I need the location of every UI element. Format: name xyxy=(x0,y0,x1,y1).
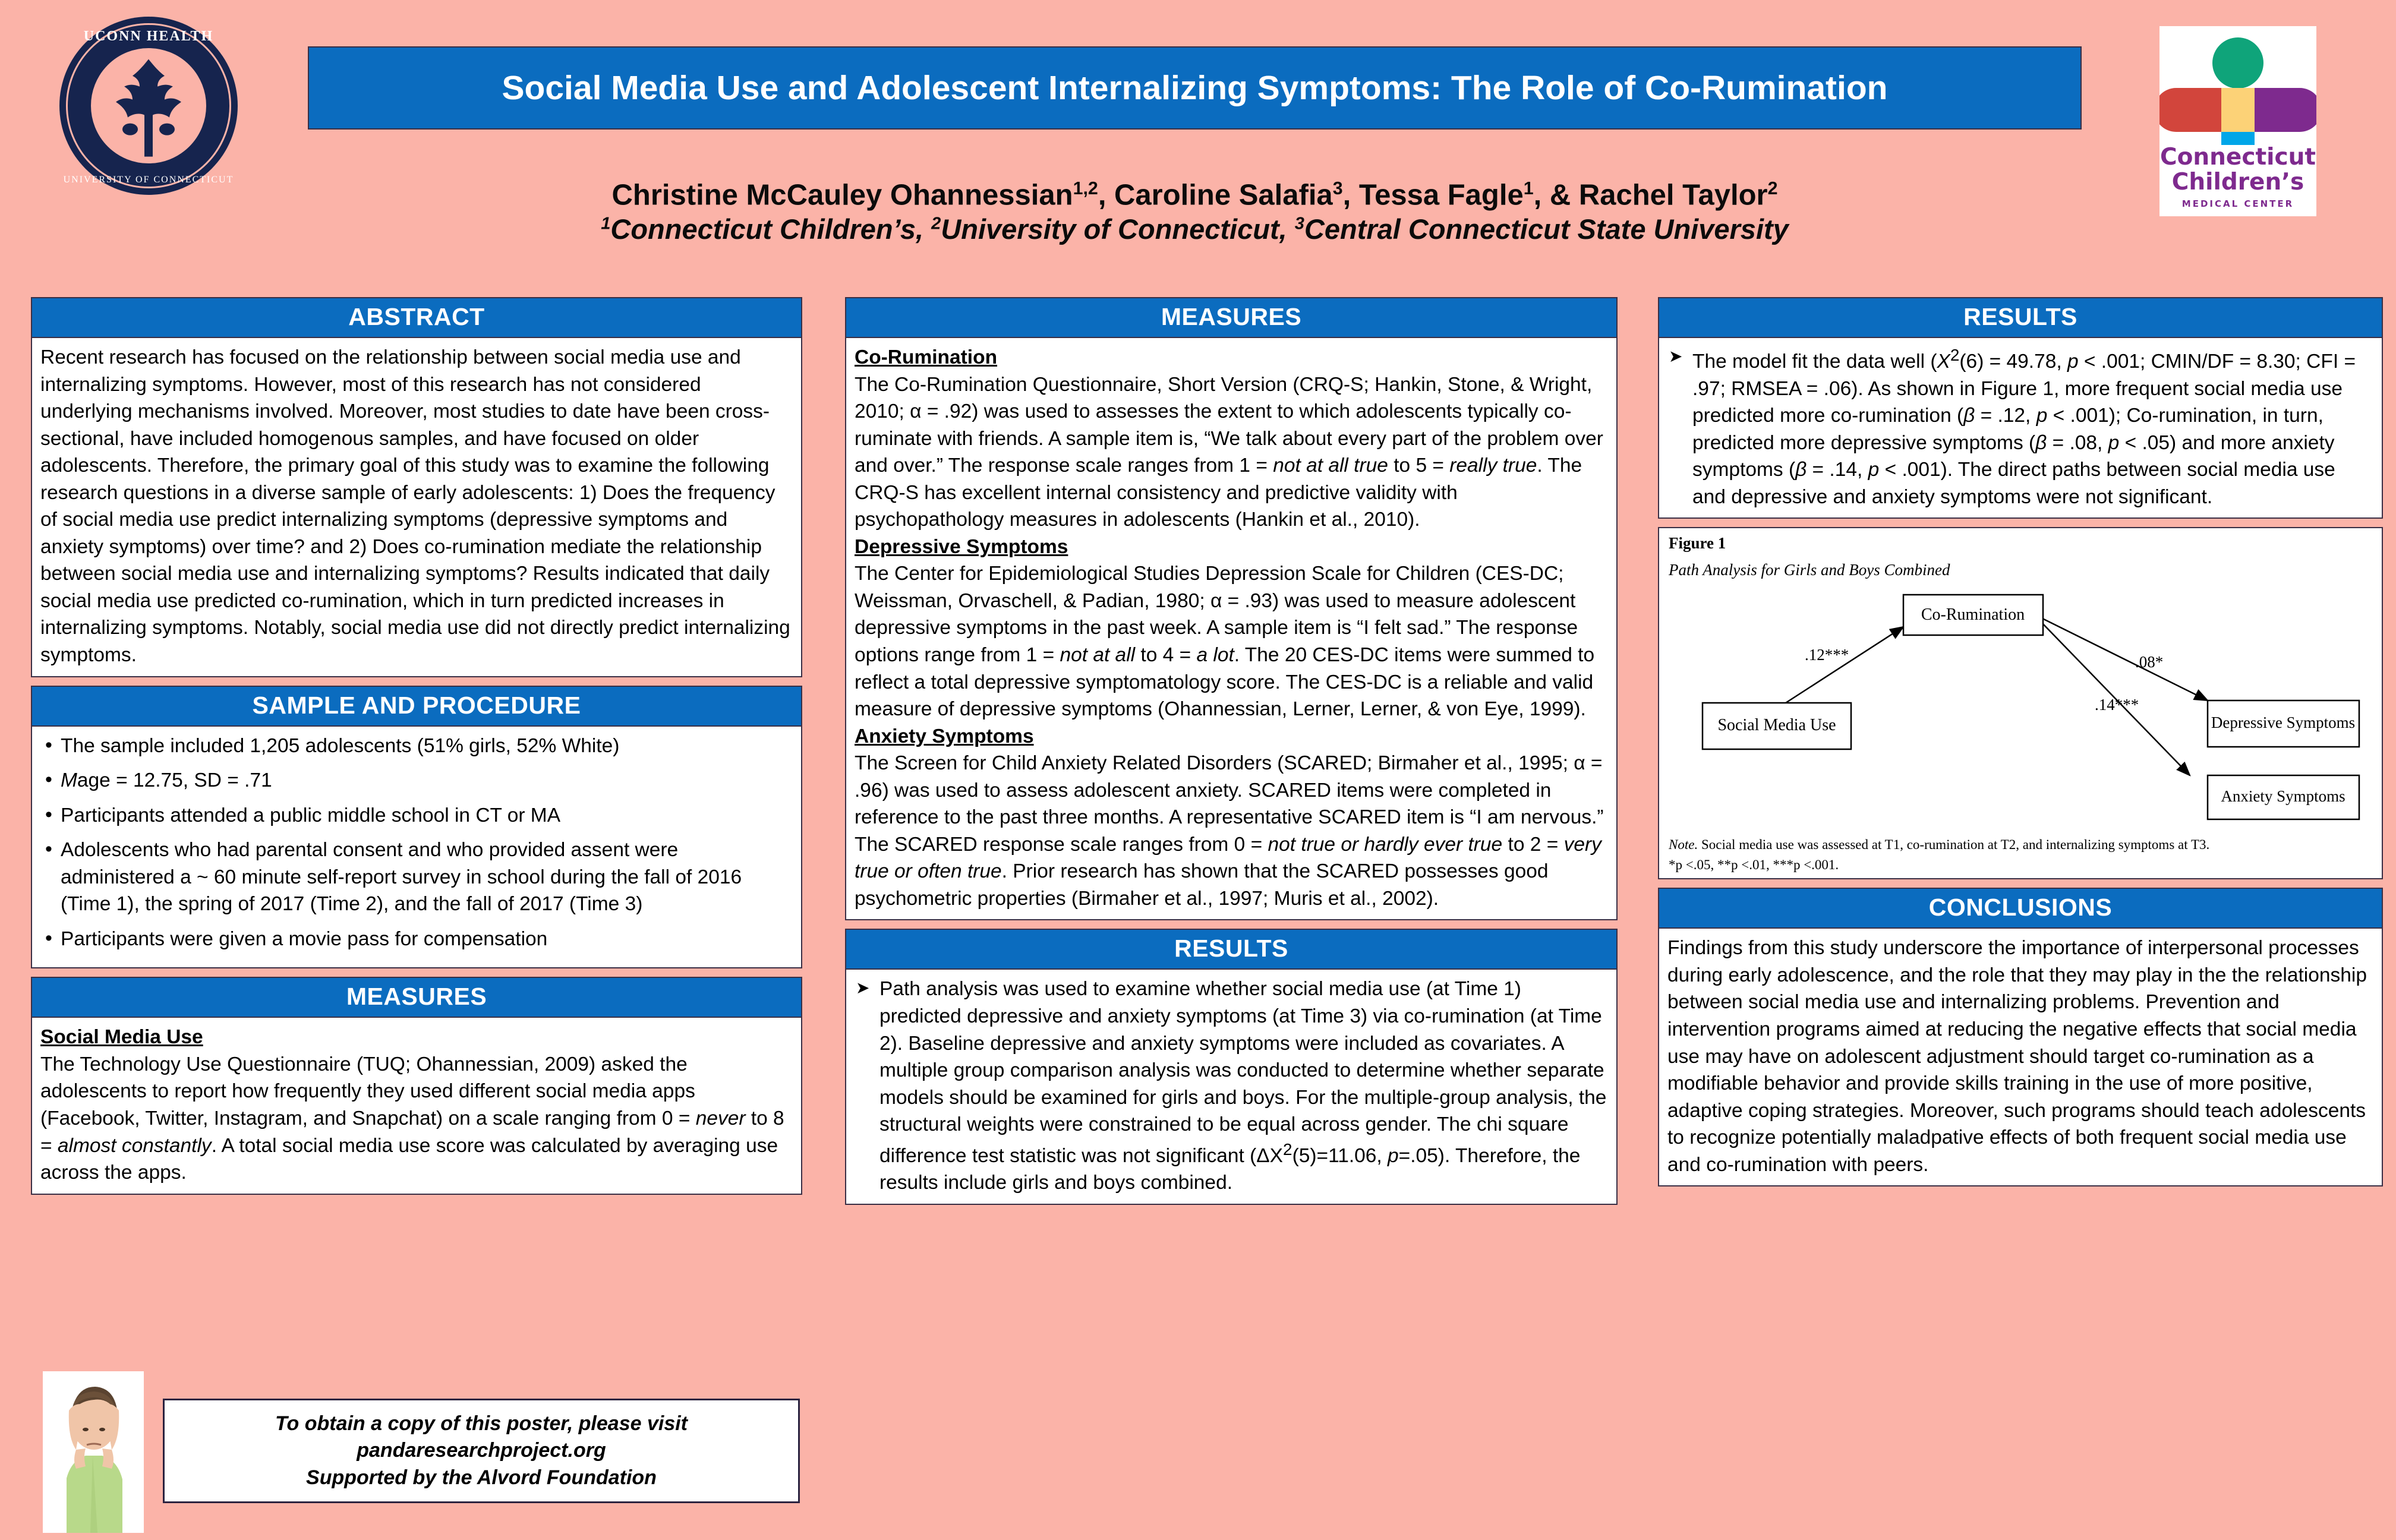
edge-label-corumination-to-anxiety: .14*** xyxy=(2095,696,2139,714)
author-names xyxy=(308,178,2082,213)
rr-g: < .05) and more anxiety symptoms ( xyxy=(1692,431,2335,481)
ctch-subtitle: MEDICAL CENTER xyxy=(2181,198,2294,209)
path-diagram xyxy=(1669,584,2372,834)
results-heading-right: RESULTS xyxy=(1658,297,2383,338)
right-column xyxy=(1658,297,2383,1195)
smu-a: The Technology Use Questionnaire (TUQ; Ohannessian, 2009) asked the adolescents to report how frequently they used different social media apps (Facebook, Twitter, Instagram, and Snapchat) on a scale ranging from 0 = xyxy=(40,1053,696,1130)
cr-i1: not at all true xyxy=(1273,455,1388,477)
results-body-mid xyxy=(845,970,1618,1205)
connecticut-childrens-logo xyxy=(2159,26,2316,216)
node-label-social-media-use: Social Media Use xyxy=(1717,716,1836,735)
cross-mark-icon xyxy=(2159,26,2316,145)
text-co-rumination xyxy=(855,371,1608,534)
poster-title-bar xyxy=(308,46,2082,130)
as-i2: very true or often true xyxy=(855,833,1601,883)
cr-c: . The CRQ-S has excellent internal consistency and predictive validity with psychopathology measures in adolescents (Hankin et al., 2010). xyxy=(855,455,1582,531)
rr-i: < .001). The direct paths between social media use and depressive and anxiety symptoms were not significant. xyxy=(1692,459,2335,508)
figure-1-panel xyxy=(1658,527,2383,879)
figure-note-prefix: Note. xyxy=(1669,837,1698,853)
rm-b: (5)=11.06, xyxy=(1292,1144,1388,1167)
list-item xyxy=(1667,344,2373,510)
author-1: Christine McCauley Ohannessian xyxy=(611,179,1073,212)
author-3-sup: 1 xyxy=(1523,178,1534,198)
edge-co-rumination-to-depressive xyxy=(2042,618,2208,700)
poster-footer xyxy=(31,1370,803,1536)
rr-chi: X xyxy=(1937,351,1950,373)
list-item: • Participants attended a public middle school in CT or MA xyxy=(40,802,793,829)
left-column xyxy=(31,297,802,1203)
conclusions-panel xyxy=(1658,888,2383,1186)
smu-i1: never xyxy=(695,1107,746,1130)
rr-f: = .08, xyxy=(2047,431,2108,454)
rr-d: = .12, xyxy=(1975,405,2036,427)
text-anxiety-symptoms xyxy=(855,750,1608,912)
list-item: • The sample included 1,205 adolescents (51% girls, 52% White) xyxy=(40,733,793,760)
edge-social-media-to-co-rumination xyxy=(1786,627,1903,703)
rr-beta1: β xyxy=(1963,405,1975,427)
smu-b: to 8 = xyxy=(40,1107,784,1157)
author-sep-3: , & Rachel Taylor xyxy=(1533,179,1768,212)
rr-chi-sup: 2 xyxy=(1950,346,1960,364)
poster-note-line-1: To obtain a copy of this poster, please visit xyxy=(275,1412,688,1435)
rr-a: The model fit the data well ( xyxy=(1692,351,1937,373)
author-sep-2: , Tessa Fagle xyxy=(1342,179,1524,212)
cr-a: The Co-Rumination Questionnaire, Short Version (CRQ-S; Hankin, Stone, & Wright, 2010; α = .92) was used to assesses the extent to which adolescents typically co-ruminate with friends. A sample item is, “We talk about every part of the problem over and over.” The response scale ranges from 1 = xyxy=(855,373,1603,477)
subhead-depressive-symptoms: Depressive Symptoms xyxy=(855,535,1068,558)
list-item xyxy=(40,767,793,794)
person-photo-illustration xyxy=(43,1371,144,1533)
subhead-anxiety-symptoms: Anxiety Symptoms xyxy=(855,725,1034,747)
results-list-mid xyxy=(855,976,1608,1197)
author-2-sup: 3 xyxy=(1332,178,1343,198)
author-affiliations xyxy=(308,213,2082,245)
conclusions-body: Findings from this study underscore the importance of interpersonal processes during early adolescence, and the role that they may play in the the relationship between social media use and internalizing problems. Prevention and intervention programs aimed at reducing the negative effects that social media use may have on adolescent adjustment should target co-rumination as a modifiable behavior and provide skills training in the use of more positive, adaptive coping strategies. Moreover, such programs should teach adolescents to recognize potentially maladpative effects of both frequent social media use and co-rumination with peers. xyxy=(1658,929,2383,1186)
figure-significance-key: *p <.05, **p <.01, ***p <.001. xyxy=(1669,857,1839,872)
ds-b: to 4 = xyxy=(1135,644,1197,667)
measures-body-mid xyxy=(845,338,1618,920)
subhead-co-rumination: Co-Rumination xyxy=(855,346,998,368)
author-sep-1: , Caroline Salafia xyxy=(1098,179,1333,212)
ds-a: The Center for Epidemiological Studies Depression Scale for Children (CES-DC; Weissman, Orvaschell, & Padian, 1980; α = .93) was used to measure adolescent depressive symptoms in the past week. A sample item is “I felt sad.” The response options range from 1 = xyxy=(855,563,1578,667)
measures-body-left xyxy=(31,1018,802,1194)
text-depressive-symptoms xyxy=(855,560,1608,722)
smu-c: . A total social media use score was calculated by averaging use across the apps. xyxy=(40,1134,778,1184)
rr-beta3: β xyxy=(1795,459,1807,481)
poster-copy-note xyxy=(163,1399,800,1503)
poster-header xyxy=(0,0,2396,291)
rr-b: (6) = 49.78, xyxy=(1959,351,2067,373)
cr-i2: really true xyxy=(1449,455,1537,477)
abstract-panel xyxy=(31,297,802,677)
measures-text-social-media-use xyxy=(40,1051,793,1186)
results-panel-mid xyxy=(845,929,1618,1205)
list-item xyxy=(855,976,1608,1197)
ds-c: . The 20 CES-DC items were summed to reflect a total depressive symptomatology score. The CES-DC is a reliable and valid measure of depressive symptoms (Ohannessian, Lerner, Lerner, & von Eye, 1999). xyxy=(855,644,1595,721)
ds-i2: a lot xyxy=(1196,644,1234,667)
rr-p2: p xyxy=(2036,405,2048,427)
affil-1: Connecticut Children’s, xyxy=(610,213,932,245)
list-item: • Adolescents who had parental consent and who provided assent were administered a ~ 60 minute self-report survey in school during the fall of 2016 (Time 1), the spring of 2017 (Time 2), and the fall of 2017 (Time 3) xyxy=(40,837,793,918)
sample-procedure-panel xyxy=(31,686,802,969)
stressed-teen-photo xyxy=(43,1371,144,1533)
author-1-sup: 1,2 xyxy=(1073,178,1098,198)
sample-procedure-heading: SAMPLE AND PROCEDURE xyxy=(31,686,802,727)
rr-c: < .001; CMIN/DF = 8.30; CFI = .97; RMSEA = .06). As shown in Figure 1, more frequent social media use predicted more co-rumination ( xyxy=(1692,351,2356,427)
results-list-right xyxy=(1667,344,2373,510)
page-title: Social Media Use and Adolescent Internalizing Symptoms: The Role of Co-Rumination xyxy=(502,68,1888,107)
cr-b: to 5 = xyxy=(1388,455,1450,477)
edge-label-social-to-corumination: .12*** xyxy=(1805,646,1849,664)
results-body-right xyxy=(1658,338,2383,519)
middle-column xyxy=(845,297,1618,1213)
ctch-word-connecticut: Connecticut xyxy=(2159,144,2316,171)
ctch-word-childrens: Children’s xyxy=(2171,169,2304,195)
edge-label-corumination-to-depressive: .08* xyxy=(2135,653,2164,671)
seal-inner-circle xyxy=(88,45,209,166)
oak-leaf-icon xyxy=(98,55,199,162)
figure-label: Figure 1 xyxy=(1669,534,1726,553)
affil-2-sup: 2 xyxy=(931,214,941,233)
rr-p3: p xyxy=(2108,431,2120,454)
poster-note-line-2: pandaresearchproject.org xyxy=(357,1439,606,1462)
path-diagram-svg xyxy=(1669,584,2372,834)
seal-bottom-label: UNIVERSITY OF CONNECTICUT xyxy=(63,175,234,185)
rr-h: = .14, xyxy=(1807,459,1868,481)
uconn-health-logo xyxy=(59,17,238,195)
figure-caption: Path Analysis for Girls and Boys Combined xyxy=(1669,561,1950,579)
authors-block xyxy=(308,178,2082,246)
rr-p4: p xyxy=(1868,459,1880,481)
as-b: to 2 = xyxy=(1502,833,1564,856)
measures-heading-left: MEASURES xyxy=(31,977,802,1018)
figure-note-text: Social media use was assessed at T1, co-rumination at T2, and internalizing symptoms at T3. xyxy=(1698,837,2210,853)
results-panel-right xyxy=(1658,297,2383,519)
m-rest: age = 12.75, SD = .71 xyxy=(77,769,272,792)
sample-procedure-body xyxy=(31,727,802,969)
measures-panel-mid xyxy=(845,297,1618,920)
measures-panel-left xyxy=(31,977,802,1194)
as-a: The Screen for Child Anxiety Related Disorders (SCARED; Birmaher et al., 1995; α = .96) was used to assess adolescent anxiety. SCARED items were completed in reference to the past three months. A representative SCARED item is “I am nervous.” The SCARED response scale ranges from 0 = xyxy=(855,752,1604,856)
measures-subhead-social-media-use: Social Media Use xyxy=(40,1026,203,1049)
author-4-sup: 2 xyxy=(1767,178,1778,198)
affil-3-sup: 3 xyxy=(1294,214,1304,233)
list-item: • Participants were given a movie pass for compensation xyxy=(40,926,793,953)
node-label-co-rumination: Co-Rumination xyxy=(1921,605,2025,624)
abstract-heading: ABSTRACT xyxy=(31,297,802,338)
rm-c: =.05). Therefore, the results include girls and boys combined. xyxy=(879,1144,1581,1194)
smu-i2: almost constantly xyxy=(57,1134,212,1157)
poster-note-line-3: Supported by the Alvord Foundation xyxy=(306,1466,657,1489)
abstract-body: Recent research has focused on the relationship between social media use and internalizing symptoms. However, most of this research has not considered underlying mechanisms involved. Moreover, most studies to date have been cross-sectional, have included homogenous samples, and have focused on older adolescents. Therefore, the primary goal of this study was to examine the following research questions in a diverse sample of early adolescents: 1) Does the frequency of social media use predict internalizing symptoms (depressive symptoms and anxiety symptoms) over time? and 2) Does co-rumination mediate the relationship between social media use and internalizing symptoms? Results indicated that daily social media use predicted co-rumination, which in turn predicted increases in internalizing symptoms. Notably, social media use did not directly predict internalizing symptoms. xyxy=(31,338,802,677)
m-italic: M xyxy=(61,769,77,792)
rm-i: p xyxy=(1388,1144,1399,1167)
rr-e: < .001); Co-rumination, in turn, predicted more depressive symptoms ( xyxy=(1692,405,2324,454)
as-c: . Prior research has shown that the SCARED possesses good psychometric properties (Birmaher et al., 1997; Muris et al., 2002). xyxy=(855,860,1549,910)
sample-procedure-list xyxy=(40,733,793,953)
measures-heading-mid: MEASURES xyxy=(845,297,1618,338)
rm-a: Path analysis was used to examine whether social media use (at Time 1) predicted depressive and anxiety symptoms (at Time 3) via co-rumination (at Time 2). Baseline depressive and anxiety symptoms were included as covariates. A multiple group comparison analysis was conducted to determine whether separate models should be examined for girls and boys. For the multiple-group analysis, the structural weights were constrained to be equal across gender. The chi square difference test statistic was not significant (ΔX xyxy=(879,978,1607,1167)
rr-beta2: β xyxy=(2035,431,2047,454)
results-heading-mid: RESULTS xyxy=(845,929,1618,970)
ds-i1: not at all xyxy=(1060,644,1136,667)
rr-p1: p xyxy=(2067,351,2079,373)
seal-top-label: UCONN HEALTH xyxy=(83,29,214,44)
rm-sup: 2 xyxy=(1283,1140,1292,1159)
affil-1-sup: 1 xyxy=(601,214,611,233)
node-label-anxiety-symptoms: Anxiety Symptoms xyxy=(2221,787,2345,806)
conclusions-heading: CONCLUSIONS xyxy=(1658,888,2383,929)
affil-2: University of Connecticut, xyxy=(941,213,1295,245)
as-i1: not true or hardly ever true xyxy=(1268,833,1503,856)
figure-note xyxy=(1669,836,2372,853)
node-label-depressive-symptoms: Depressive Symptoms xyxy=(2211,714,2356,732)
affil-3: Central Connecticut State University xyxy=(1304,213,1789,245)
